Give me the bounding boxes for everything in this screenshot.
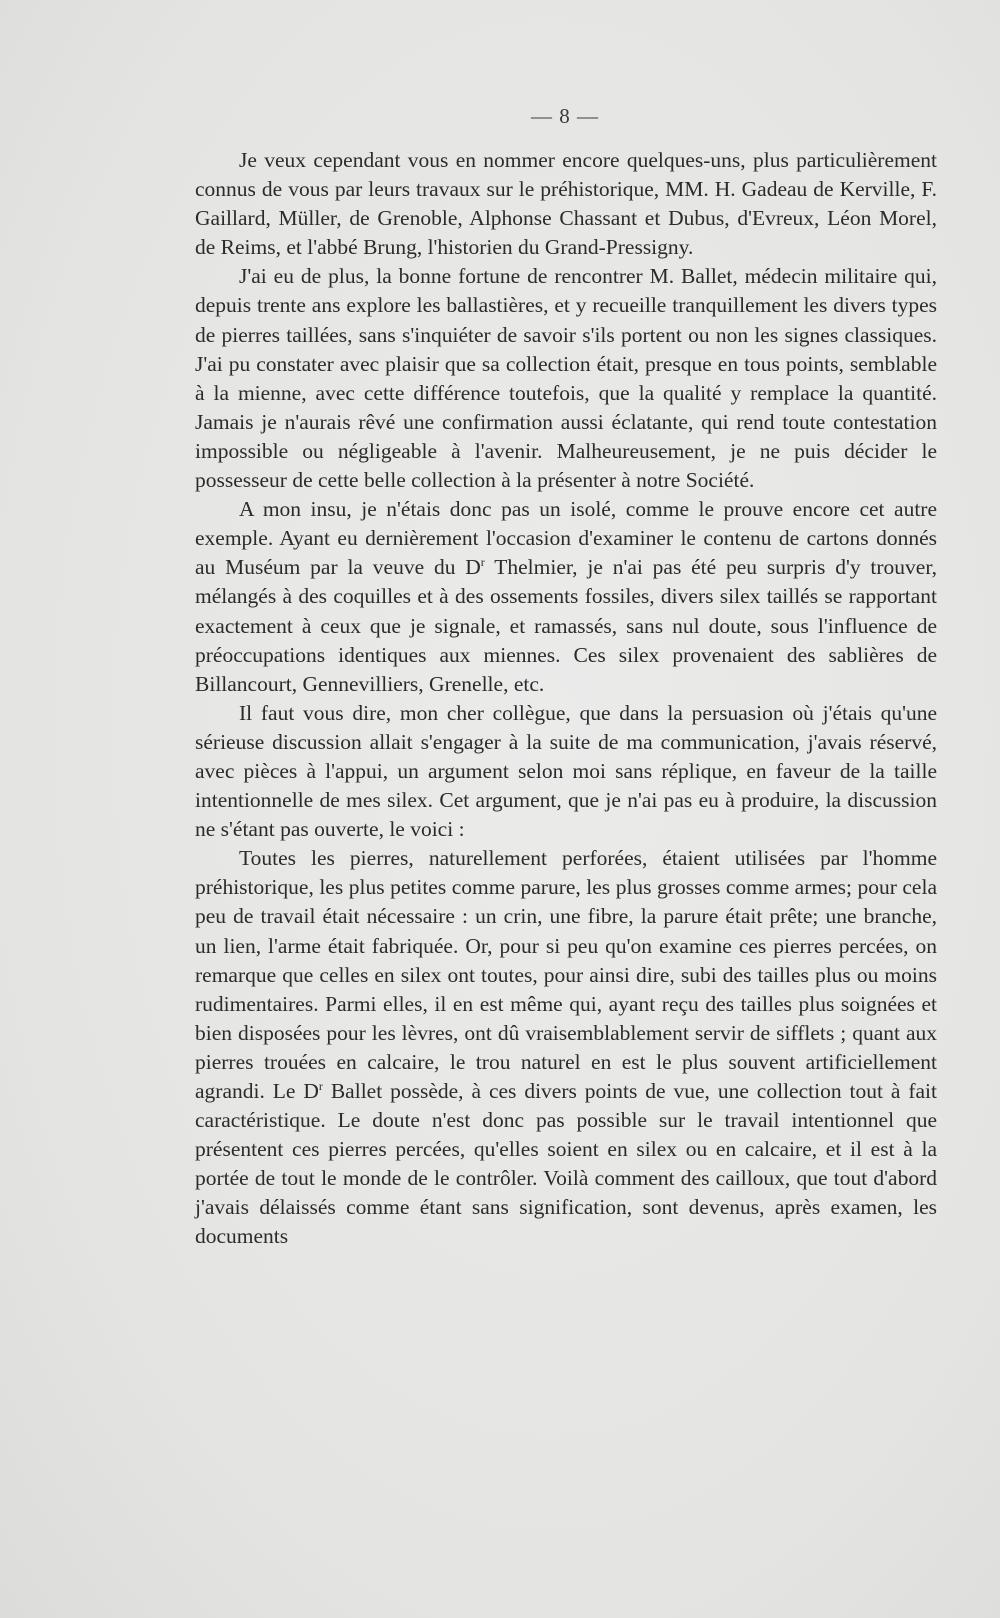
paragraph: Toutes les pierres, naturellement perforées, étaient utilisées par l'homme préhistorique, les plus petites comme parure, les plus grosses comme armes; pour cela peu de travail était nécessaire : un crin, une fibre, la parure était prête; une branche, un lien, l'arme était fabriquée. Or, pour si peu qu'on examine ces pierres percées, on remarque que celles en silex ont toutes, pour ainsi dire, subi des tailles plus ou moins rudimentaires. Parmi elles, il en est même qui, ayant reçu des tailles plus soignées et bien disposées pour les lèvres, ont dû vraisemblablement servir de sifflets ; quant aux pierres trouées en calcaire, le trou naturel en est le plus souvent artificiellement agrandi. Le $D^r$ Ballet possède, à ces divers points de vue, une collection tout à fait caractéristique. Le doute n'est donc pas possible sur le travail intentionnel que présentent ces pierres percées, qu'elles soient en silex ou en calcaire, et il est à la portée de tout le monde de le contrôler. Voilà comment des cailloux, que tout d'abord j'avais délaissés comme étant sans signification, sont devenus, après examen, les documents [195, 846, 938, 1249]
page-number: — 8 — [531, 104, 599, 128]
paragraph: Il faut vous dire, mon cher collègue, que dans la persuasion où j'étais qu'une sérieuse discussion allait s'engager à la suite de ma communication, j'avais réservé, avec pièces à l'appui, un argument selon moi sans réplique, en faveur de la taille intentionnelle de mes silex. Cet argument, que je n'ai pas eu à produire, la discussion ne s'étant pas ouverte, le voici : [195, 700, 937, 842]
body-text [195, 146, 937, 1252]
paragraph: Je veux cependant vous en nommer encore quelques-uns, plus particulièrement connus de vous par leurs travaux sur le préhistorique, MM. H. Gadeau de Kerville, F. Gaillard, Müller, de Grenoble, Alphonse Chassant et Dubus, d'Evreux, Léon Morel, de Reims, et l'abbé Brung, l'historien du Grand-Pressigny. [195, 148, 937, 260]
paragraph: A mon insu, je n'étais donc pas un isolé, comme le prouve encore cet autre exemple. Ayant eu dernièrement l'occasion d'examiner le contenu de cartons donnés au Muséum par la veuve du $D^r$ Thelmier, je n'ai pas été peu surpris d'y trouver, mélangés à des coquilles et à des ossements fossiles, divers silex taillés se rapportant exactement à ceux que je signale, et ramassés, sans nul doute, sous l'influence de préoccupations identiques aux miennes. Ces silex provenaient des sablières de Billancourt, Gennevilliers, Grenelle, etc. [195, 497, 938, 696]
paragraph: J'ai eu de plus, la bonne fortune de rencontrer M. Ballet, médecin militaire qui, depuis trente ans explore les ballastières, et y recueille tranquillement les divers types de pierres taillées, sans s'inquiéter de savoir s'ils portent ou non les signes classiques. J'ai pu constater avec plaisir que sa collection était, presque en tous points, semblable à la mienne, avec cette différence toutefois, que la qualité y remplace la quantité. Jamais je n'aurais rêvé une confirmation aussi éclatante, qui rend toute contestation impossible ou négligeable à l'avenir. Malheureusement, je ne puis décider le possesseur de cette belle collection à la présenter à notre Société. [195, 264, 937, 493]
